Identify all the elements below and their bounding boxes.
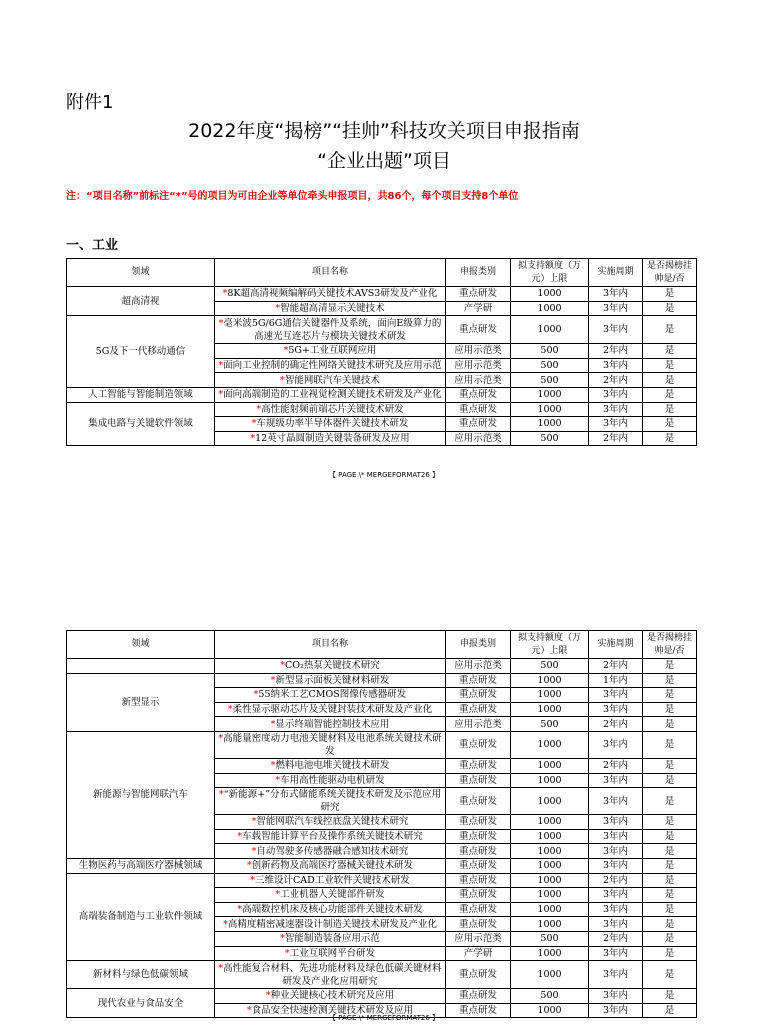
asterisk-mark: * xyxy=(218,317,224,329)
category-cell: 重点研发 xyxy=(446,673,511,688)
period-cell: 3年内 xyxy=(589,902,643,917)
project-name-cell xyxy=(215,844,446,859)
project-name: 智能网联汽车线控底盘关键技术研究 xyxy=(256,816,409,828)
header-field: 领域 xyxy=(67,631,215,659)
header-flag: 是否揭榜挂帅是/否 xyxy=(643,259,697,287)
asterisk-mark: * xyxy=(280,933,285,945)
period-cell: 2年内 xyxy=(589,717,643,732)
amount-cell: 1000 xyxy=(511,815,589,830)
amount-cell: 500 xyxy=(511,344,589,359)
amount-cell: 1000 xyxy=(511,844,589,859)
flag-cell: 是 xyxy=(643,829,697,844)
project-name-cell xyxy=(215,431,446,446)
period-cell: 3年内 xyxy=(589,1003,643,1018)
asterisk-mark: * xyxy=(275,774,281,786)
project-name: 燃料电池电堆关键技术研发 xyxy=(275,760,390,772)
amount-cell: 1000 xyxy=(511,316,589,344)
category-cell: 重点研发 xyxy=(446,888,511,903)
field-cell xyxy=(67,659,215,674)
flag-cell: 是 xyxy=(643,773,697,788)
amount-cell: 1000 xyxy=(511,858,589,873)
amount-cell: 1000 xyxy=(511,773,589,788)
asterisk-mark: * xyxy=(280,374,285,386)
project-name-cell xyxy=(215,673,446,688)
period-cell: 3年内 xyxy=(589,989,643,1004)
period-cell: 3年内 xyxy=(589,946,643,961)
asterisk-mark: * xyxy=(253,689,259,701)
table-row xyxy=(67,673,697,688)
project-name: 面向高端制造的工业视觉检测关键技术研发及产业化 xyxy=(223,389,442,401)
field-cell: 现代农业与食品安全 xyxy=(67,989,215,1018)
flag-cell: 是 xyxy=(643,387,697,402)
asterisk-mark: * xyxy=(250,874,255,886)
amount-cell: 500 xyxy=(511,717,589,732)
page-subtitle: “企业出题”项目 xyxy=(317,150,451,172)
project-name: 高性能复合材料、先进功能材料及绿色低碳关键材料研发及产业化应用研究 xyxy=(223,962,442,987)
flag-cell: 是 xyxy=(643,961,697,989)
project-name: 新型显示面板关键材料研发 xyxy=(275,674,390,686)
project-name-cell xyxy=(215,731,446,758)
period-cell: 3年内 xyxy=(589,417,643,432)
header-amount: 拟支持额度（万元）上限 xyxy=(511,631,589,659)
page-footer-1 xyxy=(0,470,768,480)
period-cell: 1年内 xyxy=(589,673,643,688)
table-row xyxy=(67,287,697,302)
flag-cell: 是 xyxy=(643,702,697,717)
project-name: 智能网联汽车关键技术 xyxy=(284,374,380,386)
flag-cell: 是 xyxy=(643,946,697,961)
category-cell: 重点研发 xyxy=(446,758,511,773)
footer-text: 【 PAGE \* MERGEFORMAT26 】 xyxy=(328,471,440,479)
project-name: 柔性显示驱动芯片及关键封装技术研发及产业化 xyxy=(232,704,433,716)
category-cell: 应用示范类 xyxy=(446,659,511,674)
category-cell: 重点研发 xyxy=(446,902,511,917)
project-name-cell xyxy=(215,931,446,946)
header-amount: 拟支持额度（万元）上限 xyxy=(511,259,589,287)
asterisk-mark: * xyxy=(222,288,228,300)
period-cell: 2年内 xyxy=(589,873,643,888)
project-name-cell xyxy=(215,344,446,359)
asterisk-mark: * xyxy=(265,990,271,1002)
category-cell: 重点研发 xyxy=(446,1003,511,1018)
project-name: CO₂热泵关键技术研究 xyxy=(284,660,380,672)
asterisk-mark: * xyxy=(256,403,262,415)
category-cell: 应用示范类 xyxy=(446,373,511,388)
category-cell: 重点研发 xyxy=(446,688,511,703)
amount-cell: 1000 xyxy=(511,829,589,844)
flag-cell: 是 xyxy=(643,931,697,946)
project-name: 5G+工业互联网应用 xyxy=(288,345,377,357)
period-cell: 3年内 xyxy=(589,402,643,417)
flag-cell: 是 xyxy=(643,731,697,758)
flag-cell: 是 xyxy=(643,688,697,703)
table-header-row xyxy=(67,631,697,659)
period-cell: 3年内 xyxy=(589,858,643,873)
project-name: 高能量密度动力电池关键材料及电池系统关键技术研发 xyxy=(223,732,442,757)
period-cell: 2年内 xyxy=(589,373,643,388)
category-cell: 重点研发 xyxy=(446,316,511,344)
category-cell: 重点研发 xyxy=(446,702,511,717)
project-name-cell xyxy=(215,858,446,873)
project-name-cell xyxy=(215,989,446,1004)
amount-cell: 1000 xyxy=(511,888,589,903)
project-name-cell xyxy=(215,387,446,402)
period-cell: 3年内 xyxy=(589,917,643,932)
project-name: 智能制造装备应用示范 xyxy=(284,933,380,945)
header-category: 申报类别 xyxy=(446,259,511,287)
table-row xyxy=(67,316,697,344)
project-name-cell xyxy=(215,773,446,788)
project-name-cell xyxy=(215,688,446,703)
amount-cell: 1000 xyxy=(511,873,589,888)
flag-cell: 是 xyxy=(643,888,697,903)
project-name: 自动驾驶多传感器融合感知技术研究 xyxy=(256,845,409,857)
amount-cell: 1000 xyxy=(511,688,589,703)
period-cell: 3年内 xyxy=(589,358,643,373)
header-period: 实施周期 xyxy=(589,259,643,287)
period-cell: 2年内 xyxy=(589,659,643,674)
amount-cell: 1000 xyxy=(511,287,589,302)
asterisk-mark: * xyxy=(284,947,290,959)
project-name-cell xyxy=(215,702,446,717)
period-cell: 3年内 xyxy=(589,688,643,703)
flag-cell: 是 xyxy=(643,902,697,917)
flag-cell: 是 xyxy=(643,989,697,1004)
amount-cell: 1000 xyxy=(511,902,589,917)
project-name-cell xyxy=(215,717,446,732)
flag-cell: 是 xyxy=(643,1003,697,1018)
flag-cell: 是 xyxy=(643,673,697,688)
period-cell: 3年内 xyxy=(589,731,643,758)
project-name-cell xyxy=(215,402,446,417)
project-name-cell xyxy=(215,287,446,302)
project-name-cell xyxy=(215,873,446,888)
category-cell: 重点研发 xyxy=(446,773,511,788)
amount-cell: 1000 xyxy=(511,917,589,932)
flag-cell: 是 xyxy=(643,815,697,830)
period-cell: 3年内 xyxy=(589,829,643,844)
amount-cell: 500 xyxy=(511,931,589,946)
flag-cell: 是 xyxy=(643,917,697,932)
category-cell: 产学研 xyxy=(446,946,511,961)
asterisk-mark: * xyxy=(275,889,281,901)
amount-cell: 1000 xyxy=(511,946,589,961)
field-cell: 集成电路与关键软件领域 xyxy=(67,402,215,446)
amount-cell: 1000 xyxy=(511,387,589,402)
project-name: 12英寸晶圆制造关键装备研发及应用 xyxy=(255,433,410,445)
flag-cell: 是 xyxy=(643,858,697,873)
category-cell: 应用示范类 xyxy=(446,931,511,946)
amount-cell: 1000 xyxy=(511,301,589,316)
field-cell: 5G及下一代移动通信 xyxy=(67,316,215,388)
category-cell: 重点研发 xyxy=(446,858,511,873)
project-name: 毫米波5G/6G通信关键器件及系统，面向E级算力的高速光互连芯片与模块关键技术研发 xyxy=(223,317,442,342)
table-row xyxy=(67,731,697,758)
flag-cell: 是 xyxy=(643,373,697,388)
amount-cell: 1000 xyxy=(511,731,589,758)
category-cell: 应用示范类 xyxy=(446,717,511,732)
project-name: 面向工业控制的确定性网络关键技术研究及应用示范 xyxy=(223,360,442,372)
period-cell: 3年内 xyxy=(589,301,643,316)
table-header-row xyxy=(67,259,697,287)
project-name: 工业机器人关键部件研发 xyxy=(280,889,385,901)
header-flag: 是否揭榜挂帅是/否 xyxy=(643,631,697,659)
flag-cell: 是 xyxy=(643,301,697,316)
category-cell: 重点研发 xyxy=(446,844,511,859)
field-cell: 生物医药与高端医疗器械领域 xyxy=(67,858,215,873)
field-cell: 高端装备制造与工业软件领域 xyxy=(67,873,215,961)
period-cell: 2年内 xyxy=(589,431,643,446)
asterisk-mark: * xyxy=(218,389,224,401)
asterisk-mark: * xyxy=(251,816,257,828)
category-cell: 重点研发 xyxy=(446,917,511,932)
section-heading: 一、工业 xyxy=(66,238,119,253)
attachment-label: 附件1 xyxy=(66,92,114,113)
asterisk-mark: * xyxy=(280,660,285,672)
flag-cell: 是 xyxy=(643,287,697,302)
period-cell: 2年内 xyxy=(589,758,643,773)
project-name: 车用高性能驱动电机研发 xyxy=(280,774,385,786)
flag-cell: 是 xyxy=(643,844,697,859)
asterisk-mark: * xyxy=(246,860,252,872)
amount-cell: 500 xyxy=(511,358,589,373)
project-name: “新能源+”分布式储能系统关键技术研发及示范应用研究 xyxy=(223,789,441,814)
project-name: 三维设计CAD工业软件关键技术研发 xyxy=(255,874,410,886)
period-cell: 2年内 xyxy=(589,344,643,359)
asterisk-mark: * xyxy=(246,1004,252,1016)
project-name: 智能超高清显示关键技术 xyxy=(280,302,385,314)
amount-cell: 1000 xyxy=(511,788,589,815)
asterisk-mark: * xyxy=(270,760,276,772)
amount-cell: 1000 xyxy=(511,702,589,717)
asterisk-mark: * xyxy=(218,962,224,974)
project-name: 高精度精密减速器设计制造关键技术研发及产业化 xyxy=(227,918,437,930)
asterisk-mark: * xyxy=(275,302,281,314)
asterisk-mark: * xyxy=(219,789,224,801)
project-name: 高端数控机床及核心功能部件关键技术研发 xyxy=(242,904,423,916)
asterisk-mark: * xyxy=(251,418,257,430)
asterisk-mark: * xyxy=(227,704,233,716)
field-cell: 超高清视 xyxy=(67,287,215,316)
amount-cell: 1000 xyxy=(511,417,589,432)
asterisk-mark: * xyxy=(223,918,228,930)
project-name-cell xyxy=(215,961,446,989)
project-name-cell xyxy=(215,373,446,388)
asterisk-mark: * xyxy=(270,674,276,686)
project-name-cell xyxy=(215,946,446,961)
period-cell: 3年内 xyxy=(589,888,643,903)
asterisk-mark: * xyxy=(237,831,243,843)
category-cell: 应用示范类 xyxy=(446,344,511,359)
flag-cell: 是 xyxy=(643,873,697,888)
project-name-cell xyxy=(215,659,446,674)
project-name-cell xyxy=(215,788,446,815)
flag-cell: 是 xyxy=(643,344,697,359)
project-name-cell xyxy=(215,316,446,344)
period-cell: 3年内 xyxy=(589,844,643,859)
category-cell: 重点研发 xyxy=(446,417,511,432)
category-cell: 重点研发 xyxy=(446,961,511,989)
field-cell: 新能源与智能网联汽车 xyxy=(67,731,215,858)
amount-cell: 1000 xyxy=(511,673,589,688)
header-category: 申报类别 xyxy=(446,631,511,659)
project-name-cell xyxy=(215,917,446,932)
period-cell: 3年内 xyxy=(589,773,643,788)
category-cell: 重点研发 xyxy=(446,989,511,1004)
period-cell: 3年内 xyxy=(589,961,643,989)
table-row xyxy=(67,387,697,402)
table-row xyxy=(67,858,697,873)
field-cell: 人工智能与智能制造领域 xyxy=(67,387,215,402)
amount-cell: 500 xyxy=(511,431,589,446)
flag-cell: 是 xyxy=(643,758,697,773)
header-name: 项目名称 xyxy=(215,259,446,287)
header-field: 领域 xyxy=(67,259,215,287)
table-row xyxy=(67,402,697,417)
flag-cell: 是 xyxy=(643,402,697,417)
flag-cell: 是 xyxy=(643,717,697,732)
flag-cell: 是 xyxy=(643,316,697,344)
project-name: 车规级功率半导体器件关键技术研发 xyxy=(256,418,409,430)
table-row xyxy=(67,989,697,1004)
period-cell: 3年内 xyxy=(589,387,643,402)
project-name: 种业关键核心技术研究及应用 xyxy=(270,990,395,1002)
project-name: 车载智能计算平台及操作系统关键技术研究 xyxy=(242,831,423,843)
footer-text: 【 PAGE \* MERGEFORMAT26 】 xyxy=(328,1014,440,1022)
project-name: 显示终端智能控制技术应用 xyxy=(275,718,390,730)
project-name-cell xyxy=(215,815,446,830)
project-name-cell xyxy=(215,417,446,432)
project-name: 工业互联网平台研发 xyxy=(289,947,376,959)
category-cell: 重点研发 xyxy=(446,387,511,402)
asterisk-mark: * xyxy=(218,360,224,372)
project-name-cell xyxy=(215,358,446,373)
category-cell: 产学研 xyxy=(446,301,511,316)
table-row xyxy=(67,873,697,888)
period-cell: 3年内 xyxy=(589,788,643,815)
amount-cell: 500 xyxy=(511,659,589,674)
field-cell: 新材料与绿色低碳领域 xyxy=(67,961,215,989)
project-name-cell xyxy=(215,758,446,773)
category-cell: 重点研发 xyxy=(446,287,511,302)
project-name-cell xyxy=(215,902,446,917)
project-name: 8K超高清视频编解码关键技术AVS3研发及产业化 xyxy=(227,288,438,300)
project-table-2 xyxy=(66,630,697,1018)
category-cell: 重点研发 xyxy=(446,873,511,888)
amount-cell: 1000 xyxy=(511,1003,589,1018)
project-name: 创新药物及高端医疗器械关键技术研发 xyxy=(251,860,414,872)
amount-cell: 1000 xyxy=(511,758,589,773)
asterisk-mark: * xyxy=(218,732,224,744)
period-cell: 3年内 xyxy=(589,316,643,344)
page-footer-2 xyxy=(0,1013,768,1023)
period-cell: 2年内 xyxy=(589,931,643,946)
table-row xyxy=(67,961,697,989)
table-row xyxy=(67,659,697,674)
project-name-cell xyxy=(215,301,446,316)
period-cell: 3年内 xyxy=(589,815,643,830)
period-cell: 3年内 xyxy=(589,702,643,717)
category-cell: 应用示范类 xyxy=(446,358,511,373)
asterisk-mark: * xyxy=(250,433,256,445)
flag-cell: 是 xyxy=(643,659,697,674)
header-name: 项目名称 xyxy=(215,631,446,659)
field-cell: 新型显示 xyxy=(67,673,215,731)
period-cell: 3年内 xyxy=(589,287,643,302)
amount-cell: 500 xyxy=(511,373,589,388)
project-name: 食品安全快速检测关键技术研发及应用 xyxy=(251,1004,414,1016)
category-cell: 重点研发 xyxy=(446,788,511,815)
project-name-cell xyxy=(215,888,446,903)
asterisk-mark: * xyxy=(270,718,276,730)
asterisk-mark: * xyxy=(283,345,289,357)
page-title: 2022年度“揭榜”“挂帅”科技攻关项目申报指南 xyxy=(188,120,580,142)
asterisk-mark: * xyxy=(251,845,257,857)
project-name-cell xyxy=(215,829,446,844)
amount-cell: 1000 xyxy=(511,402,589,417)
category-cell: 重点研发 xyxy=(446,815,511,830)
amount-cell: 500 xyxy=(511,989,589,1004)
category-cell: 重点研发 xyxy=(446,829,511,844)
category-cell: 应用示范类 xyxy=(446,431,511,446)
header-period: 实施周期 xyxy=(589,631,643,659)
note-text: 注：“项目名称”前标注“*”号的项目为可由企业等单位牵头申报项目，共86个，每个项目支持8个单位 xyxy=(66,191,519,202)
flag-cell: 是 xyxy=(643,431,697,446)
amount-cell: 1000 xyxy=(511,961,589,989)
flag-cell: 是 xyxy=(643,358,697,373)
flag-cell: 是 xyxy=(643,788,697,815)
flag-cell: 是 xyxy=(643,417,697,432)
project-name: 55纳米工艺CMOS图像传感器研发 xyxy=(258,689,407,701)
asterisk-mark: * xyxy=(237,904,243,916)
project-table-1 xyxy=(66,258,697,446)
project-name: 高性能射频前端芯片关键技术研发 xyxy=(261,403,404,415)
category-cell: 重点研发 xyxy=(446,731,511,758)
category-cell: 重点研发 xyxy=(446,402,511,417)
